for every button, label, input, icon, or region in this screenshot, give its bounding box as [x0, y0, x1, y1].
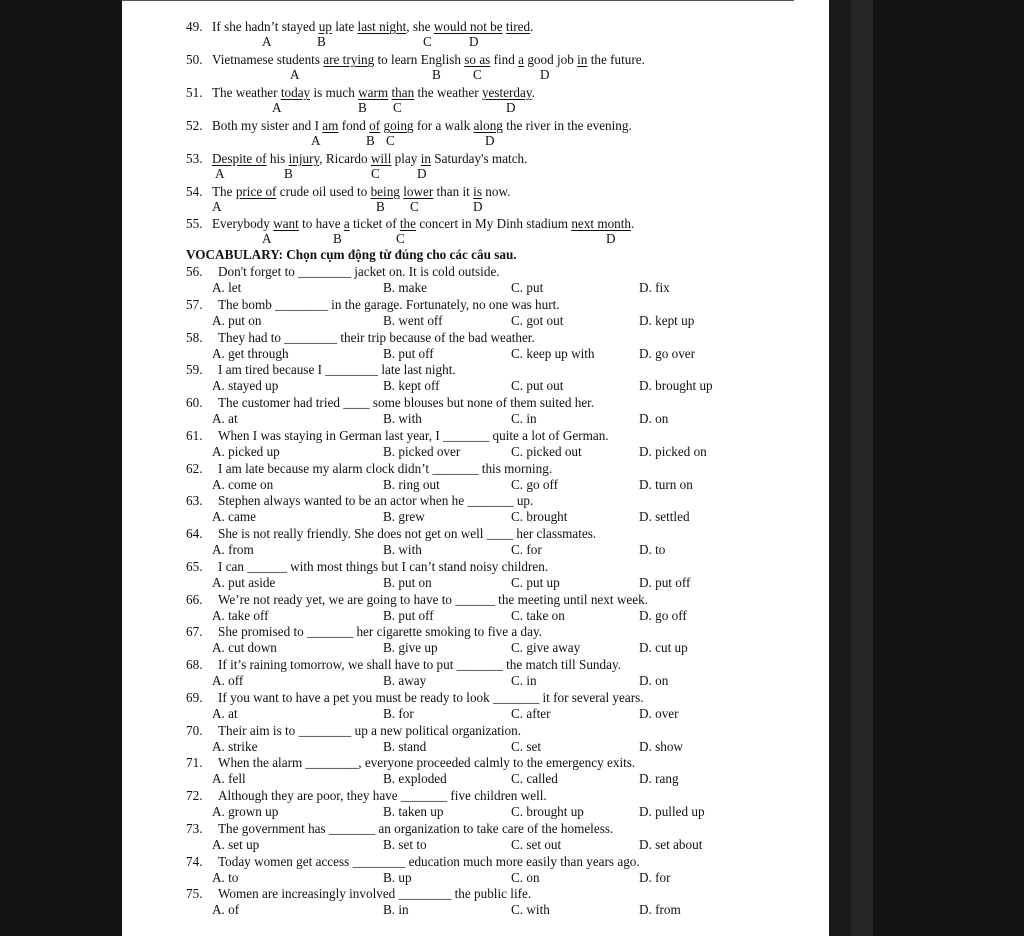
option-letter-c: C [386, 133, 395, 148]
question-number: 60. [186, 395, 203, 410]
sentence-text: concert in My Dinh stadium [416, 216, 572, 231]
question-stem: They had to ________ their trip because of the bad weather. [218, 329, 535, 345]
answer-option-b: B. with [383, 411, 422, 426]
question-stem: Although they are poor, they have _______ five children well. [218, 788, 547, 803]
option-letter-a: A [215, 166, 225, 181]
underlined-segment: the [399, 216, 417, 231]
question-number: 67. [186, 624, 203, 640]
answer-option-c: C. set out [511, 836, 562, 852]
answer-option-a: A. strike [212, 738, 258, 754]
answer-option-d: D. brought up [639, 378, 713, 394]
question-sentence [212, 118, 632, 133]
sentence-text: play [391, 151, 421, 166]
question-number: 55. [186, 216, 203, 231]
question-stem: When I was staying in German last year, I _______ quite a lot of German. [218, 427, 609, 443]
question-stem: Today women get access ________ education much more easily than years ago. [218, 853, 640, 869]
sentence-text: Both my sister and I [212, 118, 323, 133]
underlined-segment: next month [571, 216, 632, 231]
worksheet-content [122, 0, 829, 936]
answer-option-d: D. to [639, 542, 666, 557]
question-stem: Their aim is to ________ up a new political organization. [218, 722, 522, 738]
option-letter-b: B [284, 166, 293, 181]
question-number: 53. [186, 151, 203, 166]
answer-option-b: B. kept off [383, 378, 440, 394]
sentence-text: his [266, 151, 289, 166]
answer-option-d: D. over [639, 705, 679, 721]
answer-option-d: D. settled [639, 509, 690, 525]
question-number: 54. [186, 184, 203, 199]
underlined-segment: want [273, 216, 299, 231]
option-letter-d: D [473, 199, 483, 214]
answer-option-a: A. get through [212, 345, 289, 361]
option-letter-b: B [333, 231, 342, 246]
answer-option-b: B. for [383, 705, 414, 721]
answer-option-b: B. put on [383, 574, 432, 590]
answer-option-c: C. brought [511, 509, 568, 525]
option-letter-a: A [262, 231, 272, 246]
question-stem: Don't forget to ________ jacket on. It is cold outside. [218, 264, 500, 279]
sentence-text: ticket of [349, 216, 400, 231]
question-number: 75. [186, 886, 203, 902]
question-stem: Stephen always wanted to be an actor when he _______ up. [218, 493, 534, 509]
left-background [0, 0, 122, 936]
option-letter-b: B [376, 199, 385, 214]
sentence-text: Vietnamese students [212, 52, 324, 67]
underlined-segment: warm [358, 85, 389, 100]
answer-option-b: B. away [383, 673, 427, 688]
underlined-segment: injury [288, 151, 320, 166]
option-letter-c: C [396, 231, 405, 246]
answer-option-a: A. come on [212, 476, 274, 492]
question-sentence [212, 216, 634, 231]
question-sentence [212, 19, 533, 34]
underlined-segment: than [391, 85, 415, 100]
answer-option-d: D. picked on [639, 443, 707, 459]
underlined-segment: up [318, 19, 332, 34]
sentence-text: The weather [212, 85, 281, 100]
answer-option-d: D. pulled up [639, 804, 705, 819]
option-letter-c: C [423, 34, 432, 49]
answer-option-a: A. came [212, 509, 256, 525]
answer-option-c: C. take on [511, 607, 565, 623]
answer-option-b: B. up [383, 869, 412, 885]
question-number: 65. [186, 558, 203, 574]
answer-option-d: D. turn on [639, 476, 693, 492]
answer-option-c: C. picked out [511, 443, 582, 459]
answer-option-b: B. with [383, 542, 422, 557]
question-stem: When the alarm ________, everyone proceeded calmly to the emergency exits. [218, 755, 636, 771]
answer-option-a: A. put aside [212, 574, 276, 590]
question-stem: If you want to have a pet you must be ready to look _______ it for several years. [218, 689, 644, 705]
underlined-segment: of [369, 118, 381, 133]
sentence-text: the weather [414, 85, 482, 100]
answer-option-d: D. kept up [639, 312, 695, 328]
sentence-text: the river in the evening. [502, 118, 632, 133]
answer-option-d: D. go off [639, 607, 687, 623]
question-stem: The bomb ________ in the garage. Fortunately, no one was hurt. [218, 296, 560, 312]
question-number: 66. [186, 591, 203, 607]
question-sentence [212, 52, 645, 67]
sentence-text: , Ricardo [319, 151, 371, 166]
option-letter-c: C [410, 199, 419, 214]
question-number: 59. [186, 362, 203, 378]
sentence-text: If she hadn’t stayed [212, 19, 319, 34]
answer-option-c: C. give away [511, 640, 581, 656]
answer-option-a: A. take off [212, 607, 269, 623]
sentence-text: the future. [587, 52, 645, 67]
answer-option-d: D. set about [639, 836, 703, 852]
underlined-segment: last night [357, 19, 407, 34]
answer-option-c: C. put up [511, 574, 560, 590]
underlined-segment: along [473, 118, 503, 133]
underlined-segment: tired [505, 19, 531, 34]
answer-option-a: A. at [212, 705, 238, 721]
underlined-segment: am [322, 118, 339, 133]
option-letter-b: B [432, 67, 441, 82]
answer-option-c: C. for [511, 542, 542, 557]
question-stem: I am late because my alarm clock didn’t _______ this morning. [218, 460, 553, 476]
sentence-text: find [490, 52, 519, 67]
answer-option-b: B. exploded [383, 771, 447, 787]
option-letter-d: D [540, 67, 550, 82]
right-background [851, 0, 1024, 936]
question-number: 57. [186, 296, 203, 312]
question-number: 56. [186, 264, 203, 279]
question-number: 69. [186, 689, 203, 705]
question-number: 72. [186, 788, 203, 803]
answer-option-a: A. of [212, 902, 240, 918]
sentence-text: than it [433, 184, 474, 199]
option-letter-c: C [393, 100, 402, 115]
sentence-text: now. [481, 184, 511, 199]
answer-option-c: C. in [511, 411, 537, 426]
answer-option-d: D. go over [639, 345, 696, 361]
answer-option-b: B. stand [383, 738, 427, 754]
sentence-text: fond [338, 118, 370, 133]
sentence-text: to have [298, 216, 344, 231]
answer-option-c: C. called [511, 771, 558, 787]
answer-option-b: B. picked over [383, 443, 461, 459]
answer-option-c: C. go off [511, 476, 559, 492]
answer-option-a: A. grown up [212, 804, 279, 819]
answer-option-d: D. on [639, 411, 669, 426]
underlined-segment: would not be [433, 19, 503, 34]
answer-option-a: A. to [212, 869, 239, 885]
answer-option-a: A. let [212, 280, 242, 295]
question-stem: She is not really friendly. She does not get on well ____ her classmates. [218, 526, 597, 541]
answer-option-c: C. after [511, 705, 551, 721]
question-stem: If it’s raining tomorrow, we shall have to put _______ the match till Sunday. [218, 657, 622, 672]
question-sentence [212, 151, 527, 166]
answer-option-b: B. grew [383, 509, 425, 525]
question-stem: I can ______ with most things but I can’t stand noisy children. [218, 558, 549, 574]
answer-option-a: A. cut down [212, 640, 277, 656]
sentence-text: good job [524, 52, 578, 67]
sentence-text: , she [406, 19, 434, 34]
answer-option-b: B. ring out [383, 476, 440, 492]
answer-option-d: D. put off [639, 574, 691, 590]
underlined-segment: yesterday [481, 85, 532, 100]
answer-option-a: A. from [212, 542, 254, 557]
question-stem: The government has _______ an organization to take care of the homeless. [218, 820, 614, 836]
question-number: 50. [186, 52, 203, 67]
question-number: 74. [186, 853, 203, 869]
question-stem: I am tired because I ________ late last night. [218, 362, 456, 378]
underlined-segment: lower [403, 184, 434, 199]
underlined-segment: so as [464, 52, 491, 67]
answer-option-a: A. put on [212, 312, 262, 328]
answer-option-b: B. taken up [383, 804, 444, 819]
sentence-text: crude oil used to [276, 184, 371, 199]
answer-option-c: C. got out [511, 312, 564, 328]
option-letter-d: D [606, 231, 616, 246]
sentence-text: Saturday's match. [430, 151, 528, 166]
question-stem: We’re not ready yet, we are going to have to ______ the meeting until next week. [218, 591, 648, 607]
answer-option-d: D. on [639, 673, 669, 688]
question-number: 49. [186, 19, 203, 34]
option-letter-a: A [262, 34, 272, 49]
answer-option-c: C. put out [511, 378, 564, 394]
answer-option-c: C. in [511, 673, 537, 688]
sentence-text: . [531, 85, 535, 100]
option-letter-d: D [485, 133, 495, 148]
answer-option-c: C. on [511, 869, 540, 885]
option-letter-a: A [212, 199, 222, 214]
answer-option-c: C. brought up [511, 804, 584, 819]
answer-option-b: B. make [383, 280, 427, 295]
sentence-text: . [631, 216, 635, 231]
answer-option-a: A. stayed up [212, 378, 279, 394]
question-number: 64. [186, 526, 203, 541]
option-letter-a: A [272, 100, 282, 115]
option-letter-d: D [469, 34, 479, 49]
underlined-segment: being [370, 184, 400, 199]
question-number: 62. [186, 460, 203, 476]
answer-option-a: A. set up [212, 836, 260, 852]
question-number: 63. [186, 493, 203, 509]
sentence-text: Everybody [212, 216, 274, 231]
underlined-segment: is [473, 184, 482, 199]
option-letter-b: B [366, 133, 375, 148]
option-letter-d: D [506, 100, 516, 115]
question-number: 58. [186, 329, 203, 345]
answer-option-a: A. picked up [212, 443, 280, 459]
answer-option-d: D. rang [639, 771, 679, 787]
answer-option-d: D. from [639, 902, 681, 918]
answer-option-a: A. fell [212, 771, 246, 787]
sentence-text: late [331, 19, 358, 34]
option-letter-b: B [317, 34, 326, 49]
worksheet-page [122, 0, 829, 936]
question-number: 71. [186, 755, 203, 771]
sentence-text: to learn English [374, 52, 465, 67]
underlined-segment: a [343, 216, 350, 231]
answer-option-c: C. set [511, 738, 542, 754]
sentence-text: The [212, 184, 236, 199]
question-number: 52. [186, 118, 203, 133]
option-letter-d: D [417, 166, 427, 181]
question-number: 51. [186, 85, 203, 100]
answer-option-d: D. for [639, 869, 671, 885]
question-number: 73. [186, 820, 203, 836]
question-number: 70. [186, 722, 203, 738]
option-letter-c: C [371, 166, 380, 181]
answer-option-a: A. at [212, 411, 238, 426]
answer-option-c: C. with [511, 902, 550, 918]
underlined-segment: in [577, 52, 588, 67]
sentence-text: . [530, 19, 534, 34]
underlined-segment: today [280, 85, 311, 100]
question-number: 68. [186, 657, 203, 672]
answer-option-b: B. give up [383, 640, 438, 656]
vocabulary-heading: VOCABULARY: Chọn cụm động từ đúng cho các câu sau. [186, 247, 517, 262]
answer-option-c: C. put [511, 280, 544, 295]
sentence-text: is much [310, 85, 359, 100]
underlined-segment: will [370, 151, 392, 166]
answer-option-c: C. keep up with [511, 345, 595, 361]
answer-option-a: A. off [212, 673, 244, 688]
option-letter-a: A [290, 67, 300, 82]
underlined-segment: price of [235, 184, 277, 199]
answer-option-b: B. put off [383, 607, 434, 623]
underlined-segment: Despite of [212, 151, 267, 166]
underlined-segment: are trying [323, 52, 375, 67]
answer-option-b: B. put off [383, 345, 434, 361]
underlined-segment: a [518, 52, 525, 67]
answer-option-b: B. set to [383, 836, 427, 852]
question-stem: The customer had tried ____ some blouses but none of them suited her. [218, 395, 595, 410]
answer-option-d: D. fix [639, 280, 670, 295]
question-number: 61. [186, 427, 203, 443]
sentence-text: for a walk [413, 118, 474, 133]
answer-option-b: B. went off [383, 312, 443, 328]
underlined-segment: in [420, 151, 431, 166]
option-letter-b: B [358, 100, 367, 115]
question-stem: Women are increasingly involved ________ the public life. [218, 886, 532, 902]
option-letter-c: C [473, 67, 482, 82]
question-sentence [212, 85, 535, 100]
question-stem: She promised to _______ her cigarette smoking to five a day. [218, 624, 542, 640]
underlined-segment: going [383, 118, 414, 133]
answer-option-b: B. in [383, 902, 409, 918]
question-sentence [212, 184, 510, 199]
answer-option-d: D. cut up [639, 640, 688, 656]
answer-option-d: D. show [639, 738, 683, 754]
option-letter-a: A [311, 133, 321, 148]
